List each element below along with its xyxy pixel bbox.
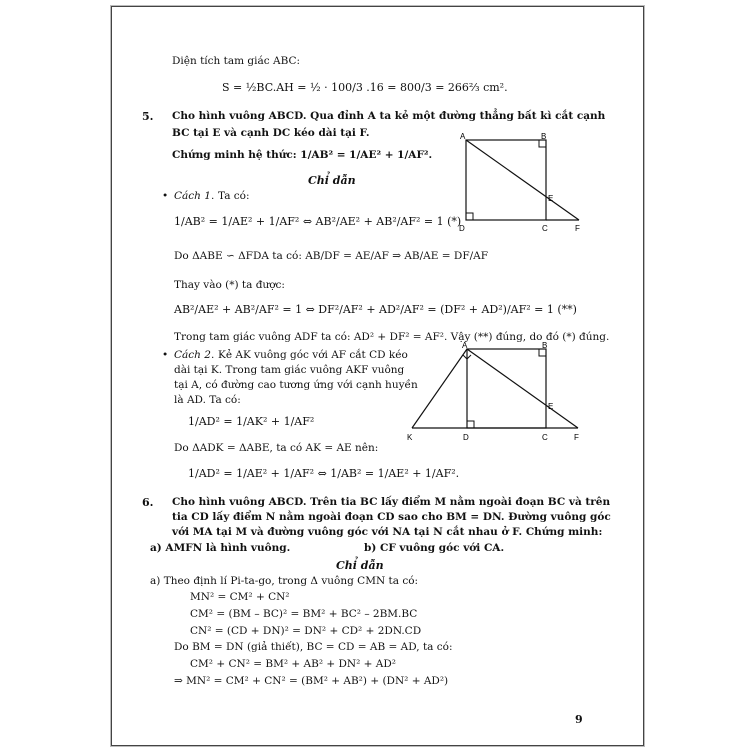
fig1-label-a: A bbox=[460, 133, 466, 141]
problem-6-eq-l5: CM² + CN² = BM² + AB² + DN² + AD² bbox=[190, 658, 397, 670]
fig2-label-f: F bbox=[574, 433, 579, 442]
fig2-label-a: A bbox=[462, 341, 468, 350]
method-1-conclusion: Trong tam giác vuông ADF ta có: AD² + DF² = AF². Vậy (**) đúng, do đó (*) đúng. bbox=[174, 331, 610, 343]
method-2-eq3: 1/AD² = 1/AK² + 1/AF² bbox=[188, 415, 315, 428]
intro-heading: Diện tích tam giác ABC: bbox=[172, 55, 301, 67]
method-2-congruent: Do ΔADK = ΔABE, ta có AK = AE nên: bbox=[174, 442, 379, 454]
bullet-1: • bbox=[162, 190, 169, 202]
method-2-line4: là AD. Ta có: bbox=[174, 394, 241, 406]
problem-5-line2: BC tại E và cạnh DC kéo dài tại F. bbox=[172, 127, 370, 139]
problem-6-eq-l2: CM² = (BM – BC)² = BM² + BC² – 2BM.BC bbox=[190, 608, 418, 620]
problem-6-eq-l1: MN² = CM² + CN² bbox=[190, 591, 290, 603]
problem-5-line1: Cho hình vuông ABCD. Qua đỉnh A ta kẻ một đường thẳng bất kì cắt cạnh bbox=[172, 110, 606, 122]
problem-5-guide: Chỉ dẫn bbox=[308, 174, 356, 187]
method-1-substitute: Thay vào (*) ta được: bbox=[174, 279, 285, 291]
problem-6-number: 6. bbox=[142, 496, 154, 509]
method-1-similar: Do ΔABE ∽ ΔFDA ta có: AB/DF = AE/AF ⇒ AB/AE = DF/AF bbox=[174, 250, 489, 262]
problem-6-eq-l3: CN² = (CD + DN)² = DN² + CD² + 2DN.CD bbox=[190, 625, 422, 637]
problem-6-part-a: a) AMFN là hình vuông. bbox=[150, 542, 291, 554]
method-1-eq1: 1/AB² = 1/AE² + 1/AF² ⇔ AB²/AE² + AB²/AF² = 1 (*) bbox=[174, 215, 462, 228]
problem-5-number: 5. bbox=[142, 110, 154, 123]
method-2-eq4: 1/AD² = 1/AE² + 1/AF² ⇔ 1/AB² = 1/AE² + 1/AF². bbox=[188, 467, 460, 480]
problem-6-sol-a: a) Theo định lí Pi-ta-go, trong Δ vuông CMN ta có: bbox=[150, 575, 419, 587]
method-2-line3: tại A, có đường cao tương ứng với cạnh huyền bbox=[174, 379, 418, 391]
figure-square-abcd-2 bbox=[402, 339, 592, 447]
problem-6-line3: với MA tại M và đường vuông góc với NA tại N cắt nhau ở F. Chứng minh: bbox=[172, 526, 603, 538]
fig1-label-d: D bbox=[459, 224, 465, 233]
bullet-2: • bbox=[162, 349, 169, 361]
method-2-line1: Kẻ AK vuông góc với AF cắt CD kéo bbox=[218, 349, 408, 361]
problem-6-eq-l4: Do BM = DN (giả thiết), BC = CD = AB = AD, ta có: bbox=[174, 641, 453, 653]
problem-6-line1: Cho hình vuông ABCD. Trên tia BC lấy điểm M nằm ngoài đoạn BC và trên bbox=[172, 496, 611, 508]
problem-6-guide: Chỉ dẫn bbox=[336, 559, 384, 572]
fig1-label-c: C bbox=[542, 224, 548, 233]
problem-6-part-b: b) CF vuông góc với CA. bbox=[364, 542, 505, 554]
problem-5-prove: Chứng minh hệ thức: 1/AB² = 1/AE² + 1/AF². bbox=[172, 149, 433, 161]
document-page bbox=[111, 6, 644, 746]
page-number: 9 bbox=[575, 713, 583, 726]
problem-6-eq-l6: ⇒ MN² = CM² + CN² = (BM² + AB²) + (DN² + AD²) bbox=[174, 675, 449, 687]
method-2-line2: dài tại K. Trong tam giác vuông AKF vuông bbox=[174, 364, 405, 376]
fig1-label-b: B bbox=[541, 133, 547, 141]
intro-formula: S = ½BC.AH = ½ · 100/3 .16 = 800/3 = 266⅔ cm². bbox=[222, 81, 508, 94]
method-1-label: Cách 1. bbox=[174, 190, 215, 202]
method-1-eq2: AB²/AE² + AB²/AF² = 1 ⇔ DF²/AF² + AD²/AF² = (DF² + AD²)/AF² = 1 (**) bbox=[174, 303, 577, 316]
fig2-label-c: C bbox=[542, 433, 548, 442]
fig2-label-d: D bbox=[463, 433, 469, 442]
fig2-label-k: K bbox=[407, 433, 413, 442]
fig1-label-f: F bbox=[575, 224, 580, 233]
fig2-label-b: B bbox=[542, 341, 548, 350]
method-2-label: Cách 2. bbox=[174, 349, 215, 361]
fig2-label-e: E bbox=[548, 402, 554, 411]
figure-square-abcd-1 bbox=[457, 133, 587, 235]
fig1-label-e: E bbox=[548, 194, 554, 203]
method-1-intro: Ta có: bbox=[218, 190, 250, 202]
problem-6-line2: tia CD lấy điểm N nằm ngoài đoạn CD sao cho BM = DN. Đường vuông góc bbox=[172, 511, 611, 523]
